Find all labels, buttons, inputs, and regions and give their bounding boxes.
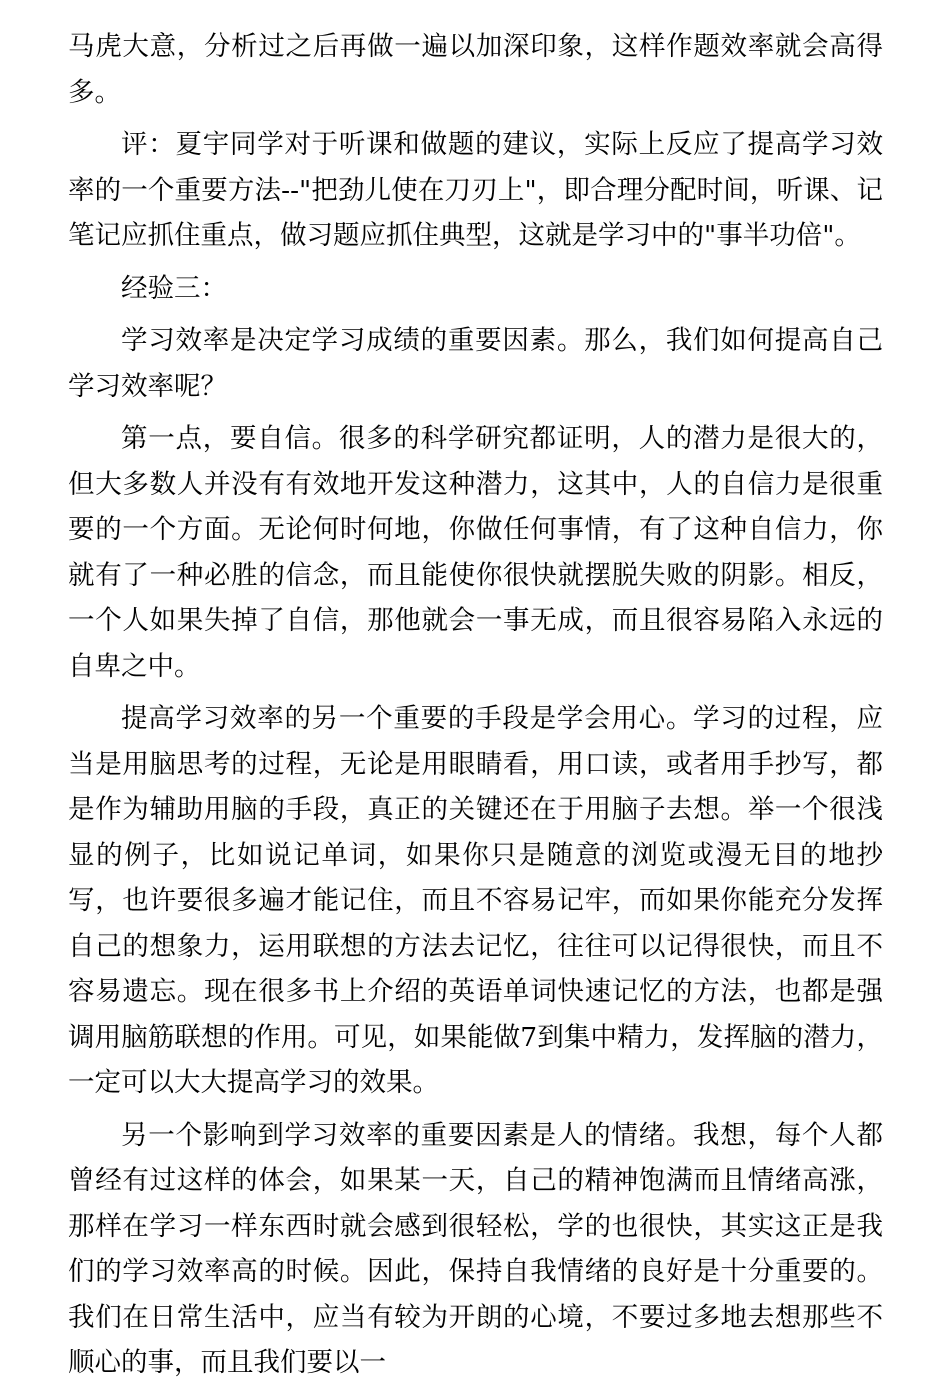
document-page [68,24,883,1393]
paragraph-attention: 提高学习效率的另一个重要的手段是学会用心。学习的过程，应当是用脑思考的过程，无论是用眼睛看，用口读，或者用手抄写，都是作为辅助用脑的手段，真正的关键还在于用脑子去想。举一个很浅显的例子，比如说记单词，如果你只是随意的浏览或漫无目的地抄写，也许要很多遍才能记住，而且不容易记牢，而如果你能充分发挥自己的想象力，运用联想的方法去记忆，往往可以记得很快，而且不容易遗忘。现在很多书上介绍的英语单词快速记忆的方法，也都是强调用脑筋联想的作用。可见，如果能做7到集中精力，发挥脑的潜力，一定可以大大提高学习的效果。 [68,703,883,1098]
paragraph-intro: 学习效率是决定学习成绩的重要因素。那么，我们如何提高自己学习效率呢？ [68,325,883,402]
paragraph-confidence: 第一点，要自信。很多的科学研究都证明，人的潜力是很大的，但大多数人并没有有效地开发这种潜力，这其中，人的自信力是很重要的一个方面。无论何时何地，你做任何事情，有了这种自信力，你就有了一种必胜的信念，而且能使你很快就摆脱失败的阴影。相反，一个人如果失掉了自信，那他就会一事无成，而且很容易陷入永远的自卑之中。 [68,423,883,682]
paragraph-commentary: 评：夏宇同学对于听课和做题的建议，实际上反应了提高学习效率的一个重要方法--"把劲儿使在刀刃上"，即合理分配时间，听课、记笔记应抓住重点，做习题应抓住典型，这就是学习中的"事半功倍"。 [68,129,883,251]
paragraph-emotion: 另一个影响到学习效率的重要因素是人的情绪。我想，每个人都曾经有过这样的体会，如果某一天，自己的精神饱满而且情绪高涨，那样在学习一样东西时就会感到很轻松，学的也很快，其实这正是我们的学习效率高的时候。因此，保持自我情绪的良好是十分重要的。我们在日常生活中，应当有较为开朗的心境，不要过多地去想那些不顺心的事，而且我们要以一 [68,1119,883,1378]
section-heading-experience-three: 经验三： [121,272,227,304]
paragraph-continuation: 马虎大意，分析过之后再做一遍以加深印象，这样作题效率就会高得多。 [68,31,883,108]
